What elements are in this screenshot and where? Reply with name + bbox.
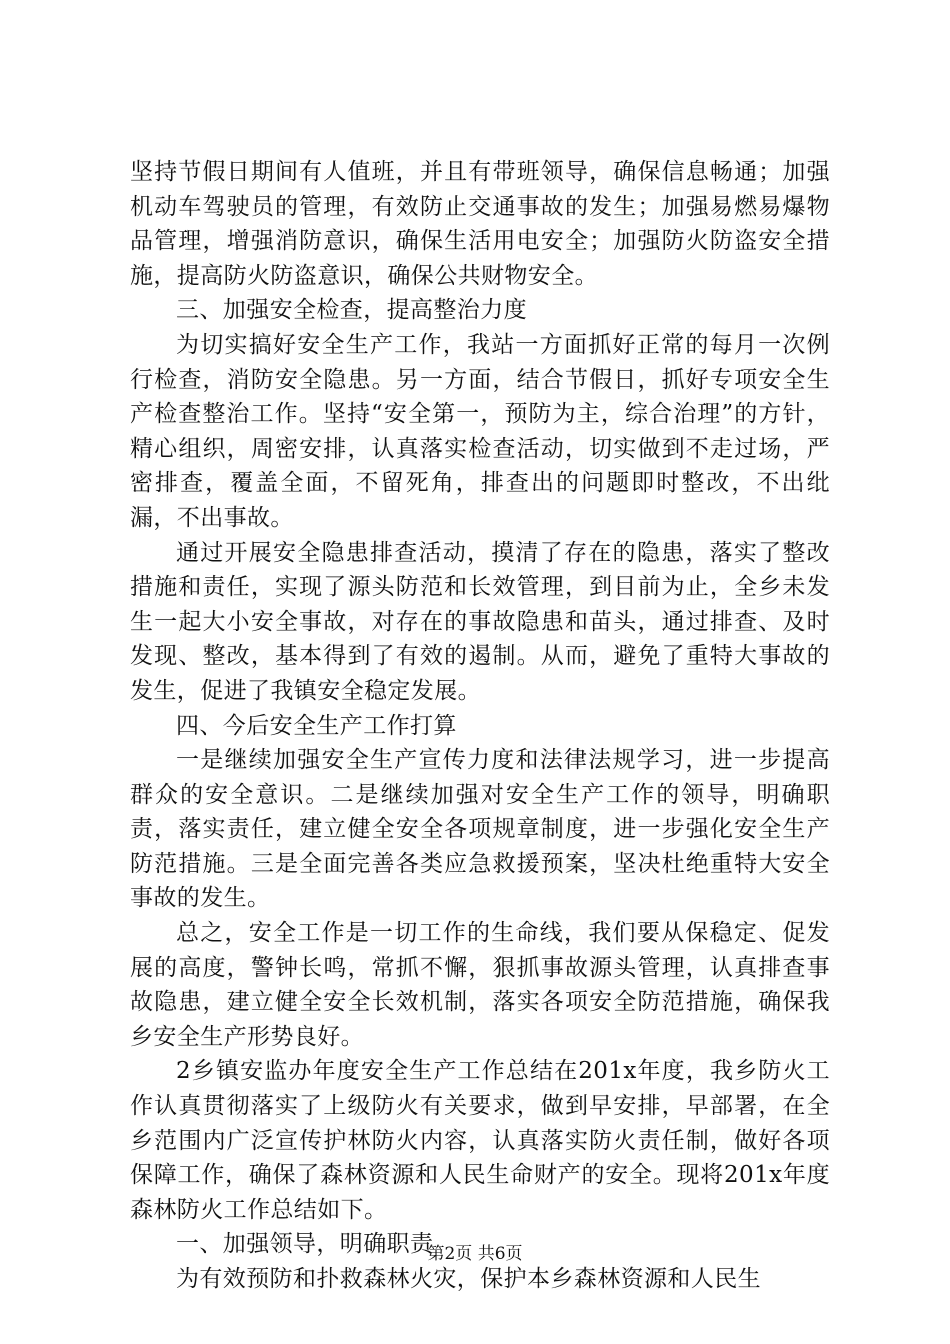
section-heading-3: 三、加强安全检查，提高整治力度 <box>176 297 527 324</box>
paragraph-summary: 总之，安全工作是一切工作的生命线，我们要从保稳定、促发展的高度，警钟长鸣，常抓不懈，狠抓事故源头管理，认真排查事故隐患，建立健全安全长效机制，落实各项安全防范措施，确保我乡安全生产形势良好。 <box>130 920 830 1050</box>
document-body <box>130 155 830 1297</box>
section-heading-1: 一、加强领导，明确职责 <box>176 1231 434 1258</box>
paragraph-continuation: 坚持节假日期间有人值班，并且有带班领导，确保信息畅通；加强机动车驾驶员的管理，有效防止交通事故的发生；加强易燃易爆物品管理，增强消防意识，确保生活用电安全；加强防火防盗安全措施，提高防火防盗意识，确保公共财物安全。 <box>130 159 830 289</box>
paragraph-inspection: 为切实搞好安全生产工作，我站一方面抓好正常的每月一次例行检查，消防安全隐患。另一方面，结合节假日，抓好专项安全生产检查整治工作。坚持“安全第一，预防为主，综合治理”的方针，精心组织，周密安排，认真落实检查活动，切实做到不走过场，严密排查，覆盖全面，不留死角，排查出的问题即时整改，不出纰漏，不出事故。 <box>130 331 830 531</box>
paragraph-hazard-check: 通过开展安全隐患排查活动，摸清了存在的隐患，落实了整改措施和责任，实现了源头防范和长效管理，到目前为止，全乡未发生一起大小安全事故，对存在的事故隐患和苗头，通过排查、及时发现、整改，基本得到了有效的遏制。从而，避免了重特大事故的发生，促进了我镇安全稳定发展。 <box>130 539 830 704</box>
section-heading-4: 四、今后安全生产工作打算 <box>176 712 457 739</box>
paragraph-fire-prevention-intro: 2乡镇安监办年度安全生产工作总结在201x年度，我乡防火工作认真贯彻落实了上级防火有关要求，做到早安排，早部署，在全乡范围内广泛宣传护林防火内容，认真落实防火责任制，做好各项保障工作，确保了森林资源和人民生命财产的安全。现将201x年度森林防火工作总结如下。 <box>130 1058 830 1223</box>
page-number-footer: 第2页 共6页 <box>427 1244 523 1264</box>
paragraph-plans: 一是继续加强安全生产宣传力度和法律法规学习，进一步提高群众的安全意识。二是继续加强对安全生产工作的领导，明确职责，落实责任，建立健全安全各项规章制度，进一步强化安全生产防范措施。三是全面完善各类应急救援预案，坚决杜绝重特大安全事故的发生。 <box>130 747 830 912</box>
paragraph-leadership: 为有效预防和扑救森林火灾，保护本乡森林资源和人民生 <box>176 1266 761 1292</box>
